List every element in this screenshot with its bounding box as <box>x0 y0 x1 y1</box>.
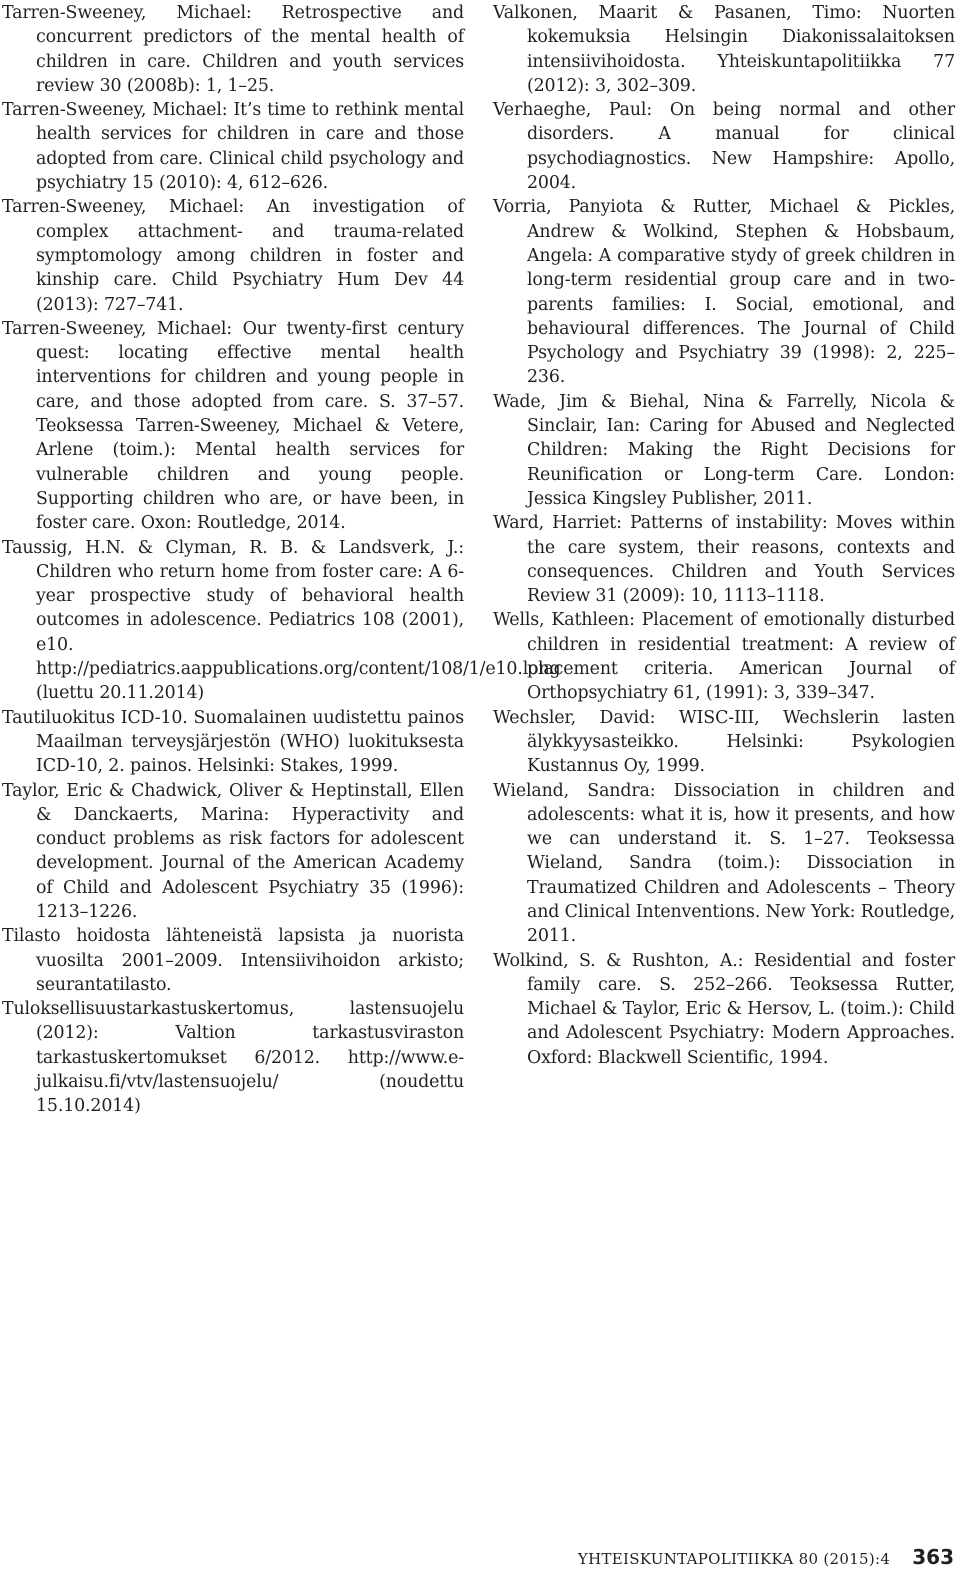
reference-entry: Ward, Harriet: Patterns of instability: Moves within the care system, their reasons, contexts and consequences. Children and Youth Services Review 31 (2009): 10, 1113–1118. <box>493 513 955 607</box>
reference-entry: Taussig, H.N. & Clyman, R. B. & Landsverk, J.: Children who return home from foster care: A 6-year prospective study of behavioral health outcomes in adolescence. Pediatrics 108 (2001), e10. http://pediatrics.aappublications.org/content/108/1/e10.long (luettu 20.11.2014) <box>2 537 561 704</box>
reference-entry: Wolkind, S. & Rushton, A.: Residential and foster family care. S. 252–266. Teoksessa Rutter, Michael & Taylor, Eric & Hersov, L. (toim.): Child and Adolescent Psychiatry: Modern Approaches. Oxford: Blackwell Scientific, 1994. <box>493 950 955 1068</box>
journal-name: YHTEISKUNTAPOLITIIKKA 80 (2015):4 <box>577 1550 891 1568</box>
reference-entry: Wade, Jim & Biehal, Nina & Farrelly, Nicola & Sinclair, Ian: Caring for Abused and Neglected Children: Making the Right Decisions for Reunification or Long-term Care. London: Jessica Kingsley Publisher, 2011. <box>493 391 955 509</box>
reference-entry: Tarren-Sweeney, Michael: Retrospective and concurrent predictors of the mental health of children in care. Children and youth services review 30 (2008b): 1, 1–25. <box>2 3 464 96</box>
reference-entry: Vorria, Panyiota & Rutter, Michael & Pickles, Andrew & Wolkind, Stephen & Hobsbaum, Angela: A comparative stydy of greek children in long-term residential group care and in two-parents families: I. Social, emotional, and behavioural differences. The Journal of Child Psychology and Psychiatry 39 (1998): 2, 225–236. <box>493 197 955 388</box>
reference-entry: Tuloksellisuustarkastuskertomus, lastensuojelu (2012): Valtion tarkastusviraston tarkastuskertomukset 6/2012. http://www.e-julkaisu.fi/vtv/lastensuojelu/ (noudettu 15.10.2014) <box>2 999 464 1117</box>
reference-entry: Taylor, Eric & Chadwick, Oliver & Heptinstall, Ellen & Danckaerts, Marina: Hyperactivity and conduct problems as risk factors for adolescent development. Journal of the American Academy of Child and Adolescent Psychiatry 35 (1996): 1213–1226. <box>2 780 464 922</box>
reference-entry: Wieland, Sandra: Dissociation in children and adolescents: what it is, how it presents, and how we can understand it. S. 1–27. Teoksessa Wieland, Sandra (toim.): Dissociation in Traumatized Children and Adolescents – Theory and Clinical Intenventions. New York: Routledge, 2011. <box>493 780 955 947</box>
references-right-column <box>493 1 955 1070</box>
reference-entry: Tarren-Sweeney, Michael: It’s time to rethink mental health services for children in care and those adopted from care. Clinical child psychology and psychiatry 15 (2010): 4, 612–626. <box>2 100 464 194</box>
page-footer <box>578 1545 954 1569</box>
reference-entry: Valkonen, Maarit & Pasanen, Timo: Nuorten kokemuksia Helsingin Diakonissalaitoksen intensiivihoidosta. Yhteiskuntapolitiikka 77 (2012): 3, 302–309. <box>493 3 955 96</box>
page-number: 363 <box>912 1545 954 1569</box>
reference-entry: Tautiluokitus ICD-10. Suomalainen uudistettu painos Maailman terveysjärjestön (WHO) luokituksesta ICD-10, 2. painos. Helsinki: Stakes, 1999. <box>2 707 464 777</box>
reference-entry: Tarren-Sweeney, Michael: Our twenty-first century quest: locating effective mental health interventions for children and young people in care, and those adopted from care. S. 37–57. Teoksessa Tarren-Sweeney, Michael & Vetere, Arlene (toim.): Mental health services for vulnerable children and young people. Supporting children who are, or have been, in foster care. Oxon: Routledge, 2014. <box>2 318 464 534</box>
reference-entry: Verhaeghe, Paul: On being normal and other disorders. A manual for clinical psychodiagnostics. New Hampshire: Apollo, 2004. <box>493 100 955 194</box>
reference-entry: Wechsler, David: WISC-III, Wechslerin lasten älykkyysasteikko. Helsinki: Psykologien Kustannus Oy, 1999. <box>493 707 955 777</box>
reference-entry: Tilasto hoidosta lähteneistä lapsista ja nuorista vuosilta 2001–2009. Intensiivihoidon arkisto; seurantatilasto. <box>2 926 464 995</box>
reference-entry: Wells, Kathleen: Placement of emotionally disturbed children in residential treatment: A review of placement criteria. American Journal of Orthopsychiatry 61, (1991): 3, 339–347. <box>493 610 955 704</box>
references-left-column <box>2 1 561 1119</box>
reference-entry: Tarren-Sweeney, Michael: An investigation of complex attachment- and trauma-related symptomology among children in foster and kinship care. Child Psychiatry Hum Dev 44 (2013): 727–741. <box>2 197 464 315</box>
